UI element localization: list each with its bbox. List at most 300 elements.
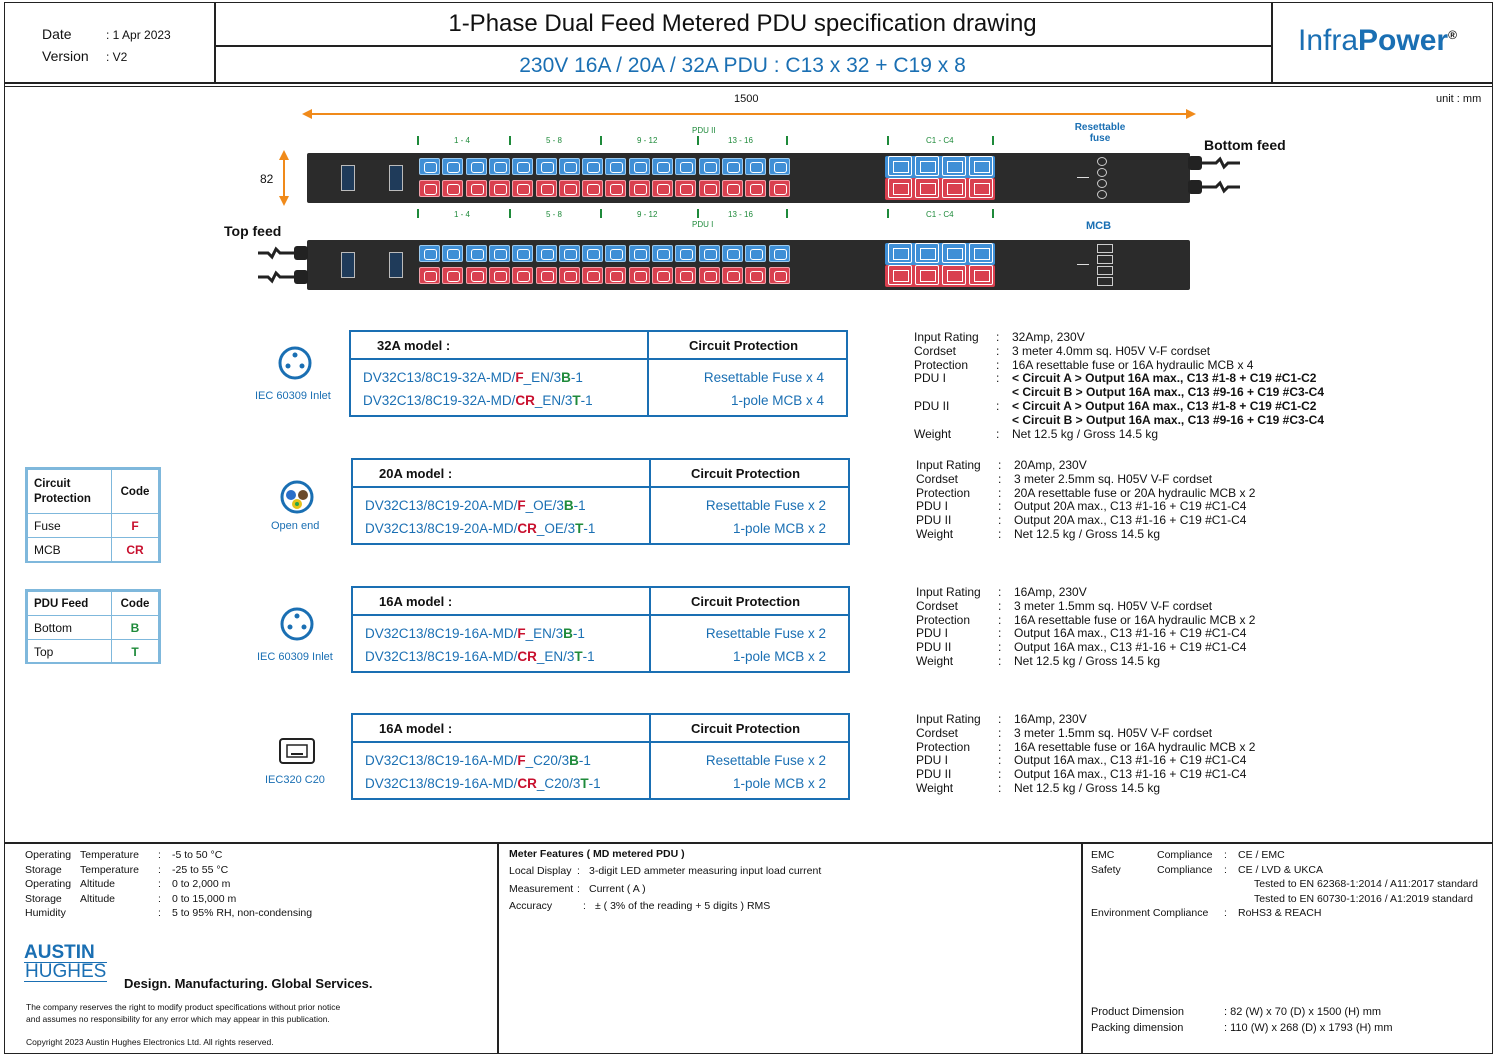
spec-value: 32Amp, 230V <box>1012 330 1085 344</box>
group-label: C1 - C4 <box>926 136 954 145</box>
c13-outlet-icon <box>769 245 790 262</box>
spec-colon: : <box>998 767 1002 782</box>
spec-colon: : <box>998 612 1002 627</box>
compliance-cell: : <box>1224 907 1227 919</box>
spec-label: Cordset <box>916 725 959 740</box>
header-divider <box>4 82 1493 84</box>
ammeter-display-icon <box>389 252 403 278</box>
c13-outlet-icon <box>489 158 510 175</box>
spec-label: Cordset <box>916 598 959 613</box>
c13-outlet-icon <box>722 245 743 262</box>
c13-outlet-icon <box>745 245 766 262</box>
meter-cell: Local Display <box>509 865 572 877</box>
footer-col-divider <box>497 842 499 1054</box>
legend-header: Code <box>112 592 159 616</box>
spec-value: < Circuit A > Output 16A max., C13 #1-8 + C19 #C1-C2 <box>1012 371 1317 386</box>
c13-outlet-icon <box>559 158 580 175</box>
spec-colon: : <box>998 485 1002 500</box>
unit-label: unit : mm <box>1436 93 1482 105</box>
compliance-cell: CE / LVD & UKCA <box>1238 863 1323 876</box>
group-tick <box>509 209 511 218</box>
compliance-row <box>1091 892 1478 907</box>
compliance-cell: RoHS3 & REACH <box>1238 907 1322 919</box>
spec-colon: : <box>998 626 1002 641</box>
compliance-cell: Compliance <box>1157 863 1213 876</box>
spec-row <box>916 768 1255 782</box>
env-cell: Altitude <box>80 892 116 905</box>
spec-label: PDU I <box>914 371 947 386</box>
compliance-row <box>1091 863 1478 878</box>
protection-value: Resettable Fuse x 4 <box>703 370 824 385</box>
spec-colon: : <box>998 725 1002 740</box>
spec-row <box>914 386 1324 400</box>
fuse-reset-icon[interactable] <box>1097 190 1107 199</box>
c13-outlet-icon <box>512 180 533 197</box>
compliance-row <box>1091 848 1478 863</box>
divider-mark <box>1077 264 1089 265</box>
date-label: Date <box>42 26 72 42</box>
c19-outlet-block <box>885 156 995 178</box>
c19-outlet-icon <box>888 156 912 176</box>
env-row <box>25 892 312 907</box>
spec-colon: : <box>998 653 1002 668</box>
spec-list-20a <box>916 459 1255 542</box>
spec-value: Output 20A max., C13 #1-16 + C19 #C1-C4 <box>1014 499 1247 514</box>
date-value: : 1 Apr 2023 <box>106 28 171 42</box>
c13-outlet-icon <box>699 180 720 197</box>
c13-outlet-icon <box>419 267 440 284</box>
protection-value: 1-pole MCB x 2 <box>732 776 826 791</box>
spec-row <box>916 500 1255 514</box>
c20-inlet-icon <box>278 737 316 765</box>
legend-cell: MCB <box>28 538 112 562</box>
disclaimer-line: The company reserves the right to modify product specifications without prior notice <box>26 1002 341 1012</box>
c13-outlet-icon <box>605 180 626 197</box>
protection-header: Circuit Protection <box>691 466 801 481</box>
spec-colon: : <box>998 585 1002 599</box>
spec-row <box>914 428 1324 442</box>
mcb-breaker-icon[interactable] <box>1097 277 1113 286</box>
spec-label: PDU II <box>916 767 952 782</box>
mcb-breaker-icon[interactable] <box>1097 266 1113 275</box>
env-row <box>25 906 312 921</box>
env-cell: 0 to 2,000 m <box>172 878 231 890</box>
spec-value: 3 meter 4.0mm sq. H05V V-F cordset <box>1012 343 1211 358</box>
c13-outlet-icon <box>699 245 720 262</box>
c13-outlet-icon <box>489 180 510 197</box>
c19-outlet-icon <box>888 265 912 285</box>
packing-dimension-label: Packing dimension <box>1091 1022 1184 1034</box>
iec60309-inlet-icon <box>280 607 314 641</box>
open-end-icon <box>280 480 314 514</box>
c13-outlet-icon <box>536 267 557 284</box>
c13-outlet-icon <box>652 245 673 262</box>
inlet-label: IEC320 C20 <box>265 774 325 786</box>
mcb-breaker-icon[interactable] <box>1097 255 1113 264</box>
c13-outlet-icon <box>536 180 557 197</box>
spec-colon: : <box>998 499 1002 514</box>
header-col-divider <box>1271 2 1273 82</box>
c13-outlet-icon <box>442 267 463 284</box>
c13-outlet-icon <box>466 180 487 197</box>
protection-header: Circuit Protection <box>691 721 801 736</box>
env-row <box>25 863 312 878</box>
c19-outlet-block <box>885 265 995 287</box>
model-code: DV32C13/8C19-16A-MD/CR_C20/3T-1 <box>365 776 601 791</box>
env-cell: Storage <box>25 863 62 876</box>
c13-outlet-icon <box>745 180 766 197</box>
meter-cell: ± ( 3% of the reading + 5 digits ) RMS <box>595 900 771 912</box>
pdu-ii-bar <box>307 153 1190 203</box>
spec-row <box>916 614 1255 628</box>
brand-power: Power <box>1358 24 1449 57</box>
spec-value: Output 16A max., C13 #1-16 + C19 #C1-C4 <box>1014 753 1247 768</box>
c13-outlet-icon <box>745 267 766 284</box>
meter-row <box>509 864 821 879</box>
spec-row <box>916 713 1255 727</box>
spec-colon: : <box>998 513 1002 528</box>
model-title: 20A model : <box>379 466 453 481</box>
env-cell: : <box>158 878 161 890</box>
compliance-specs <box>1091 848 1478 921</box>
resettable-fuse-label: Resettable fuse <box>1074 122 1126 144</box>
fuse-reset-icon[interactable] <box>1097 179 1107 188</box>
c13-outlet-icon <box>536 245 557 262</box>
copyright: Copyright 2023 Austin Hughes Electronics Ltd. All rights reserved. <box>26 1037 274 1047</box>
spec-list-32a <box>914 331 1324 441</box>
fuse-reset-icon[interactable] <box>1097 168 1107 177</box>
spec-label: Weight <box>914 426 952 441</box>
spec-value: 20Amp, 230V <box>1014 458 1087 472</box>
c13-outlet-icon <box>629 180 650 197</box>
meter-cell: 3-digit LED ammeter measuring input load current <box>589 865 822 877</box>
model-title: 32A model : <box>377 338 451 353</box>
spec-value: Net 12.5 kg / Gross 14.5 kg <box>1012 426 1159 441</box>
spec-label: Weight <box>916 653 954 668</box>
spec-label: Protection <box>916 739 971 754</box>
bottom-feed-cords <box>1188 150 1244 206</box>
legend-header: Circuit Protection <box>28 470 112 514</box>
group-tick <box>786 209 788 218</box>
protection-header: Circuit Protection <box>689 338 799 353</box>
spec-value: 20A resettable fuse or 20A hydraulic MCB x 2 <box>1014 485 1256 500</box>
c19-outlet-block <box>885 178 995 200</box>
spec-colon: : <box>996 357 1000 372</box>
env-cell: Storage <box>25 892 62 905</box>
c13-outlet-icon <box>512 158 533 175</box>
version-label: Version <box>42 48 89 64</box>
page-title: 1-Phase Dual Feed Metered PDU specification drawing <box>448 10 1037 37</box>
c13-outlet-icon <box>512 267 533 284</box>
compliance-cell: CE / EMC <box>1238 849 1285 861</box>
env-cell: : <box>158 863 161 876</box>
pdu-i-bar <box>307 240 1190 290</box>
spec-row <box>916 641 1255 655</box>
spec-value: < Circuit B > Output 16A max., C13 #9-16 + C19 #C3-C4 <box>1012 385 1325 400</box>
height-label: 82 <box>260 172 274 186</box>
c13-outlet-icon <box>699 267 720 284</box>
env-cell: -5 to 50 °C <box>172 849 223 861</box>
spec-colon: : <box>996 371 1000 386</box>
spec-label: Input Rating <box>914 330 979 344</box>
model-code: DV32C13/8C19-20A-MD/CR_OE/3T-1 <box>365 521 596 536</box>
product-dimension-value: : 82 (W) x 70 (D) x 1500 (H) mm <box>1224 1006 1382 1018</box>
model-code: DV32C13/8C19-32A-MD/CR_EN/3T-1 <box>363 393 593 408</box>
infrapower-logo <box>1298 24 1457 58</box>
c13-outlet-icon <box>769 158 790 175</box>
spec-row <box>916 459 1255 473</box>
group-label: 1 - 4 <box>454 210 471 219</box>
compliance-cell: Compliance <box>1157 849 1213 861</box>
c19-outlet-icon <box>915 156 939 176</box>
spec-value: Net 12.5 kg / Gross 14.5 kg <box>1014 780 1161 795</box>
env-cell: Temperature <box>80 863 139 876</box>
env-cell: Operating <box>25 878 72 890</box>
spec-label: Cordset <box>916 471 959 486</box>
mcb-label: MCB <box>1086 220 1112 232</box>
c13-outlet-icon <box>466 245 487 262</box>
env-cell: Altitude <box>80 878 116 890</box>
spec-label: PDU I <box>916 626 949 641</box>
brand-reg: ® <box>1448 28 1457 42</box>
spec-label: PDU II <box>916 640 952 655</box>
legend-cell: Bottom <box>28 616 112 640</box>
spec-colon: : <box>998 739 1002 754</box>
mcb-breaker-icon[interactable] <box>1097 244 1113 253</box>
spec-label: PDU II <box>914 398 950 413</box>
logo-top: AUSTIN <box>24 942 95 963</box>
protection-value: Resettable Fuse x 2 <box>705 626 826 641</box>
group-label: 5 - 8 <box>546 210 563 219</box>
env-row <box>25 848 312 863</box>
spec-colon: : <box>998 526 1002 541</box>
spec-value: 16Amp, 230V <box>1014 712 1087 726</box>
c19-outlet-icon <box>942 156 966 176</box>
compliance-cell: EMC <box>1091 849 1115 861</box>
spec-colon: : <box>998 712 1002 726</box>
compliance-cell: Safety <box>1091 863 1121 876</box>
c13-outlet-icon <box>605 267 626 284</box>
c13-outlet-icon <box>629 158 650 175</box>
spec-row <box>914 331 1324 345</box>
group-tick <box>600 136 602 145</box>
meter-cell: Measurement <box>509 882 574 895</box>
c13-outlet-icon <box>605 158 626 175</box>
env-cell: Temperature <box>80 849 139 861</box>
meter-cell: Accuracy <box>509 900 553 912</box>
spec-row <box>916 586 1255 600</box>
spec-label: Cordset <box>914 343 957 358</box>
group-label: 9 - 12 <box>637 210 658 219</box>
c19-outlet-icon <box>969 243 993 263</box>
protection-value: 1-pole MCB x 2 <box>732 649 826 664</box>
feed-legend <box>25 589 161 664</box>
austin-hughes-logo <box>24 944 107 982</box>
c19-outlet-block <box>885 243 995 265</box>
inlet-label: IEC 60309 Inlet <box>255 390 331 402</box>
packing-dimension-value: : 110 (W) x 268 (D) x 1793 (H) mm <box>1224 1022 1393 1034</box>
spec-row <box>916 727 1255 741</box>
group-label: 13 - 16 <box>728 210 753 219</box>
spec-label: Input Rating <box>916 458 981 472</box>
c13-outlet-icon <box>769 267 790 284</box>
spec-colon: : <box>998 640 1002 655</box>
env-cell: Operating <box>25 849 72 861</box>
legend-cell: Top <box>28 640 112 664</box>
iec60309-inlet-icon <box>278 346 312 380</box>
legend-code: B <box>112 616 159 640</box>
legend-code: F <box>112 514 159 538</box>
c19-outlet-icon <box>915 243 939 263</box>
env-cell: : <box>158 849 161 861</box>
environment-specs <box>25 848 312 921</box>
c13-outlet-icon <box>629 245 650 262</box>
header-double-line <box>4 86 1493 87</box>
meter-title: Meter Features ( MD metered PDU ) <box>509 848 685 860</box>
c13-outlet-icon <box>536 158 557 175</box>
c13-outlet-icon <box>559 245 580 262</box>
legend-header: Code <box>112 470 159 514</box>
c13-outlet-icon <box>582 158 603 175</box>
compliance-cell: Tested to EN 62368-1:2014 / A11:2017 standard <box>1254 878 1478 890</box>
model-table-16a <box>351 586 850 673</box>
spec-value: Net 12.5 kg / Gross 14.5 kg <box>1014 653 1161 668</box>
c13-outlet-icon <box>512 245 533 262</box>
spec-label: Weight <box>916 780 954 795</box>
meter-cell: : <box>583 900 586 912</box>
group-tick <box>887 136 889 145</box>
spec-value: 3 meter 2.5mm sq. H05V V-F cordset <box>1014 471 1213 486</box>
spec-row <box>916 528 1255 542</box>
spec-colon: : <box>998 780 1002 795</box>
spec-colon: : <box>998 753 1002 768</box>
spec-label: Input Rating <box>916 712 981 726</box>
c19-outlet-icon <box>942 265 966 285</box>
pdu-i-label: PDU I <box>692 220 714 229</box>
spec-colon: : <box>998 458 1002 472</box>
spec-row <box>916 487 1255 501</box>
group-label: 1 - 4 <box>454 136 471 145</box>
spec-value: Output 16A max., C13 #1-16 + C19 #C1-C4 <box>1014 767 1247 782</box>
c19-outlet-icon <box>915 178 939 198</box>
c13-outlet-icon <box>582 245 603 262</box>
group-tick <box>992 209 994 218</box>
env-cell: -25 to 55 °C <box>172 863 229 876</box>
spec-value: 16Amp, 230V <box>1014 585 1087 599</box>
model-code: DV32C13/8C19-16A-MD/F_EN/3B-1 <box>365 626 585 641</box>
model-code: DV32C13/8C19-32A-MD/F_EN/3B-1 <box>363 370 583 385</box>
spec-label: Protection <box>916 485 971 500</box>
spec-label: Input Rating <box>916 585 981 599</box>
spec-list-16a <box>916 586 1255 669</box>
company-tagline: Design. Manufacturing. Global Services. <box>124 976 373 991</box>
spec-row <box>916 741 1255 755</box>
model-code: DV32C13/8C19-20A-MD/F_OE/3B-1 <box>365 498 586 513</box>
disclaimer-line: and assumes no responsibility for any error which may appear in this publication. <box>26 1014 330 1024</box>
c13-outlet-icon <box>722 158 743 175</box>
env-cell: Humidity <box>25 907 66 919</box>
spec-row <box>916 600 1255 614</box>
spec-colon: : <box>996 398 1000 413</box>
c13-outlet-icon <box>675 245 696 262</box>
ammeter-display-icon <box>341 252 355 278</box>
c13-outlet-icon <box>489 267 510 284</box>
spec-row <box>914 400 1324 414</box>
legend-code: T <box>112 640 159 664</box>
inlet-label: Open end <box>271 520 320 532</box>
c13-outlet-icon <box>652 180 673 197</box>
product-dimension-label: Product Dimension <box>1091 1006 1184 1018</box>
fuse-reset-icon[interactable] <box>1097 157 1107 166</box>
meter-cell: Current ( A ) <box>589 882 646 895</box>
spec-row <box>914 359 1324 373</box>
legend-cell: Fuse <box>28 514 112 538</box>
protection-value: 1-pole MCB x 2 <box>732 521 826 536</box>
model-code: DV32C13/8C19-16A-MD/CR_EN/3T-1 <box>365 649 595 664</box>
spec-value: < Circuit A > Output 16A max., C13 #1-8 + C19 #C1-C2 <box>1012 398 1317 413</box>
spec-value: Output 16A max., C13 #1-16 + C19 #C1-C4 <box>1014 640 1247 655</box>
group-label: 5 - 8 <box>546 136 563 145</box>
spec-value: 3 meter 1.5mm sq. H05V V-F cordset <box>1014 598 1213 613</box>
protection-legend <box>25 467 161 563</box>
c19-outlet-icon <box>969 156 993 176</box>
length-label: 1500 <box>734 93 759 105</box>
group-label: C1 - C4 <box>926 210 954 219</box>
model-title: 16A model : <box>379 594 453 609</box>
model-table-20a <box>351 458 850 545</box>
group-label: 13 - 16 <box>728 136 753 145</box>
c13-outlet-icon <box>442 180 463 197</box>
env-cell: 5 to 95% RH, non-condensing <box>172 907 313 919</box>
model-table-16a-c20 <box>351 713 850 800</box>
c13-outlet-icon <box>419 245 440 262</box>
group-tick <box>417 209 419 218</box>
spec-colon: : <box>996 426 1000 441</box>
top-feed-cords <box>256 240 310 290</box>
inlet-label: IEC 60309 Inlet <box>257 651 333 663</box>
c13-outlet-icon <box>605 245 626 262</box>
c13-outlet-icon <box>559 267 580 284</box>
top-feed-label: Top feed <box>224 223 282 239</box>
c13-outlet-icon <box>769 180 790 197</box>
c19-outlet-icon <box>915 265 939 285</box>
c13-outlet-icon <box>442 245 463 262</box>
spec-row <box>916 754 1255 768</box>
model-title: 16A model : <box>379 721 453 736</box>
spec-row <box>916 473 1255 487</box>
legend-header: PDU Feed <box>28 592 112 616</box>
group-tick <box>697 209 699 218</box>
c19-outlet-icon <box>888 243 912 263</box>
spec-colon: : <box>996 343 1000 358</box>
group-tick <box>600 209 602 218</box>
protection-value: Resettable Fuse x 2 <box>705 498 826 513</box>
spec-row <box>914 345 1324 359</box>
group-tick <box>786 136 788 145</box>
meter-row <box>509 882 821 897</box>
spec-list-16a-c20 <box>916 713 1255 796</box>
spec-label: Protection <box>916 612 971 627</box>
c13-outlet-icon <box>699 158 720 175</box>
spec-label: PDU I <box>916 499 949 514</box>
logo-bottom: HUGHES <box>25 961 107 982</box>
model-code: DV32C13/8C19-16A-MD/F_C20/3B-1 <box>365 753 591 768</box>
spec-value: Output 16A max., C13 #1-16 + C19 #C1-C4 <box>1014 626 1247 641</box>
model-table-32a <box>349 330 848 417</box>
spec-value: 16A resettable fuse or 16A hydraulic MCB x 2 <box>1014 739 1256 754</box>
c13-outlet-icon <box>466 267 487 284</box>
meter-row <box>509 899 821 914</box>
